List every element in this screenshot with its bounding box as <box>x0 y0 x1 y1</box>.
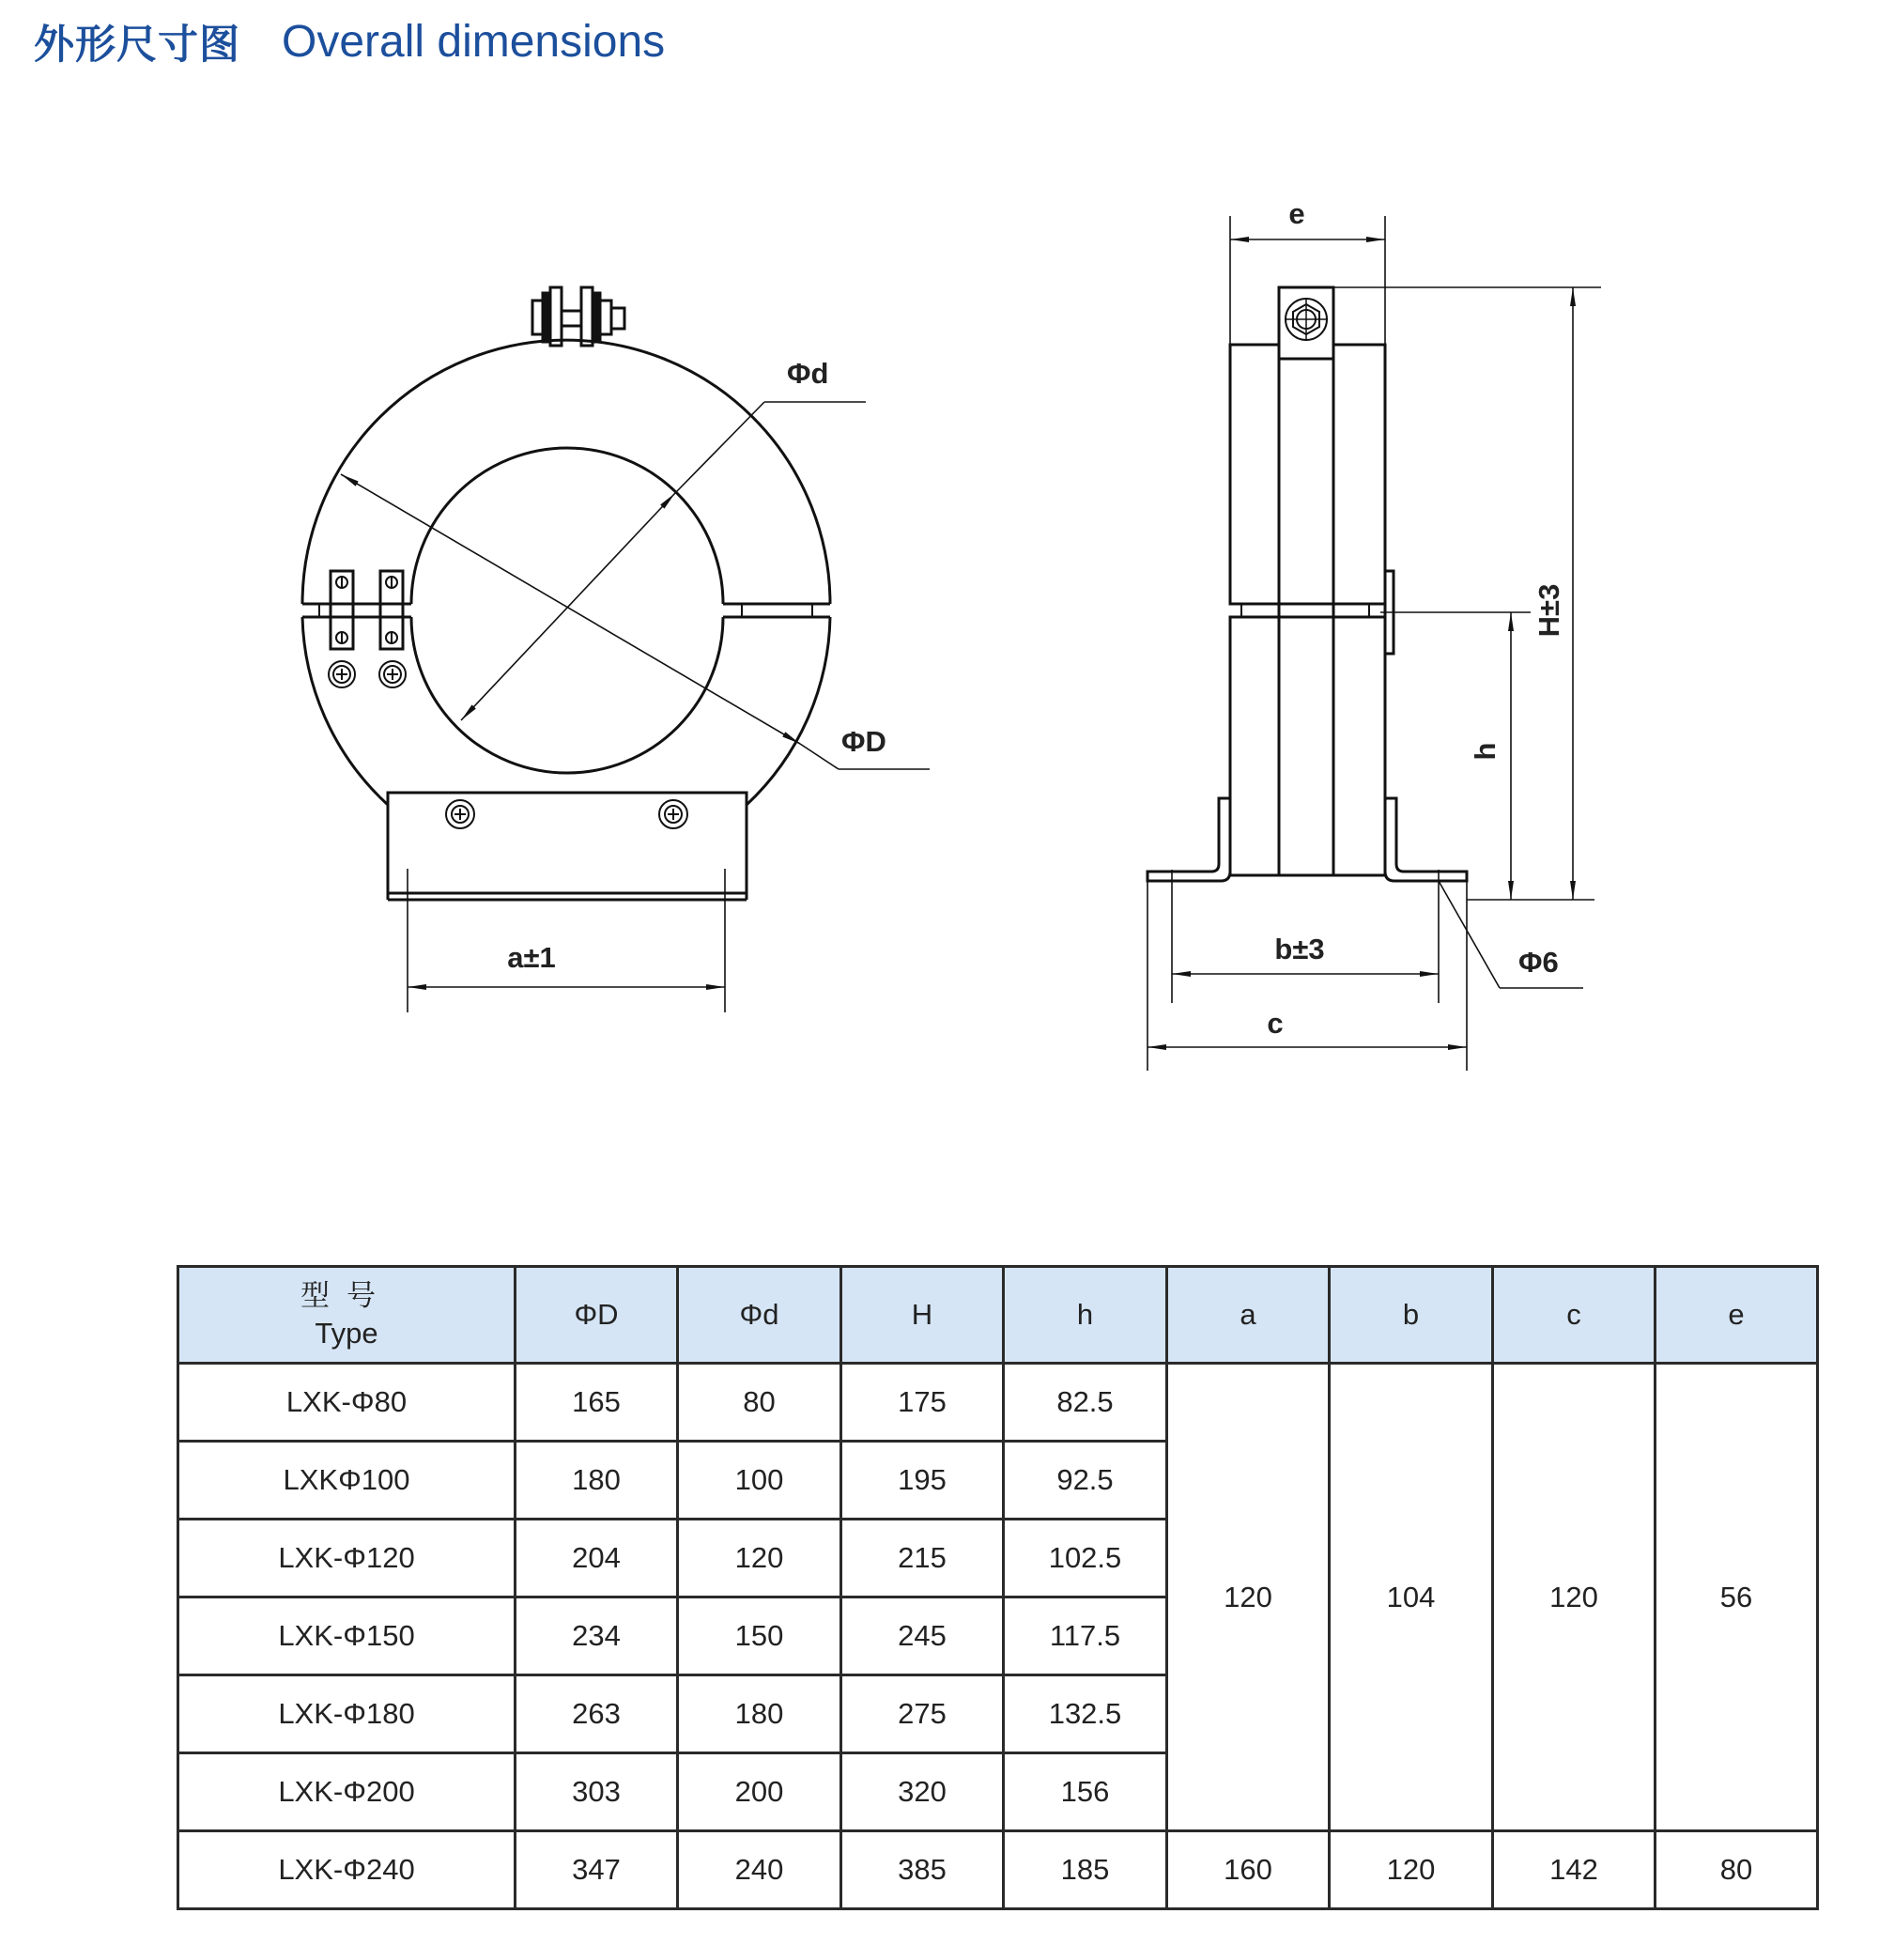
column-header-h: h <box>1004 1267 1167 1364</box>
bracket-screw-icon <box>446 800 687 828</box>
inner-diameter-line <box>461 493 675 720</box>
cell-a: 160 <box>1167 1831 1330 1909</box>
cell-d: 240 <box>678 1831 841 1909</box>
cell-d: 80 <box>678 1364 841 1442</box>
table-row <box>178 1364 1818 1442</box>
cell-h: 185 <box>1004 1831 1167 1909</box>
title-chinese: 外形尺寸图 <box>34 21 240 69</box>
cell-D: 347 <box>516 1831 678 1909</box>
cell-h: 92.5 <box>1004 1442 1167 1520</box>
label-base-c: c <box>1267 1007 1284 1040</box>
side-view <box>1147 216 1601 1071</box>
column-header-c: c <box>1493 1267 1656 1364</box>
label-base-b: b±3 <box>1274 933 1325 965</box>
cell-d: 180 <box>678 1675 841 1753</box>
cell-type: LXKΦ100 <box>178 1442 516 1520</box>
column-header-e: e <box>1656 1267 1818 1364</box>
front-view <box>302 287 930 1012</box>
cell-D: 180 <box>516 1442 678 1520</box>
column-header-a: a <box>1167 1267 1330 1364</box>
cell-type: LXK-Φ240 <box>178 1831 516 1909</box>
cell-H: 195 <box>841 1442 1004 1520</box>
mounting-bracket <box>388 793 747 893</box>
cell-D: 204 <box>516 1520 678 1597</box>
label-hole: Φ6 <box>1518 946 1559 979</box>
table-header-row <box>178 1267 1818 1364</box>
label-outer-diameter: ΦD <box>841 725 886 758</box>
top-bolt-icon <box>532 287 624 346</box>
cell-e: 80 <box>1656 1831 1818 1909</box>
cell-a-shared: 120 <box>1167 1364 1330 1831</box>
column-header-type-cn: 型号 <box>300 1279 393 1313</box>
cell-D: 263 <box>516 1675 678 1753</box>
cell-d: 150 <box>678 1597 841 1675</box>
label-width-a: a±1 <box>507 941 556 974</box>
cell-type: LXK-Φ180 <box>178 1675 516 1753</box>
cell-H: 245 <box>841 1597 1004 1675</box>
cell-type: LXK-Φ120 <box>178 1520 516 1597</box>
column-header-type <box>178 1267 516 1364</box>
column-header-D: ΦD <box>516 1267 678 1364</box>
column-header-type-en: Type <box>315 1317 378 1350</box>
cell-H: 215 <box>841 1520 1004 1597</box>
cell-c-shared: 120 <box>1493 1364 1656 1831</box>
column-header-d: Φd <box>678 1267 841 1364</box>
cell-H: 175 <box>841 1364 1004 1442</box>
terminal-plate-1 <box>331 571 353 649</box>
cell-type: LXK-Φ80 <box>178 1364 516 1442</box>
cell-D: 165 <box>516 1364 678 1442</box>
label-height-H: H±3 <box>1532 583 1565 638</box>
cell-D: 303 <box>516 1753 678 1831</box>
cell-type: LXK-Φ200 <box>178 1753 516 1831</box>
cell-b: 120 <box>1330 1831 1493 1909</box>
inner-ring-lower <box>411 617 723 773</box>
cell-d: 200 <box>678 1753 841 1831</box>
cell-d: 120 <box>678 1520 841 1597</box>
cell-d: 100 <box>678 1442 841 1520</box>
terminal-screw-icon <box>329 661 406 687</box>
cell-H: 385 <box>841 1831 1004 1909</box>
title-english: Overall dimensions <box>282 16 666 67</box>
dimensions-table <box>177 1265 1819 1910</box>
cell-h: 132.5 <box>1004 1675 1167 1753</box>
column-header-b: b <box>1330 1267 1493 1364</box>
terminal-plate-2 <box>380 571 403 649</box>
outer-diameter-line <box>341 474 800 744</box>
label-depth-e: e <box>1288 197 1305 230</box>
cell-h: 117.5 <box>1004 1597 1167 1675</box>
label-height-h: h <box>1469 742 1502 761</box>
label-inner-diameter: Φd <box>787 357 829 390</box>
cell-e-shared: 56 <box>1656 1364 1818 1831</box>
cell-D: 234 <box>516 1597 678 1675</box>
cell-h: 82.5 <box>1004 1364 1167 1442</box>
cell-type: LXK-Φ150 <box>178 1597 516 1675</box>
cell-b-shared: 104 <box>1330 1364 1493 1831</box>
column-header-H: H <box>841 1267 1004 1364</box>
outer-ring-upper <box>302 340 830 604</box>
cell-c: 142 <box>1493 1831 1656 1909</box>
inner-ring-upper <box>411 448 723 604</box>
terminal-nut-icon <box>1285 298 1328 341</box>
cell-H: 275 <box>841 1675 1004 1753</box>
cell-H: 320 <box>841 1753 1004 1831</box>
cell-h: 102.5 <box>1004 1520 1167 1597</box>
table-row <box>178 1831 1818 1909</box>
cell-h: 156 <box>1004 1753 1167 1831</box>
